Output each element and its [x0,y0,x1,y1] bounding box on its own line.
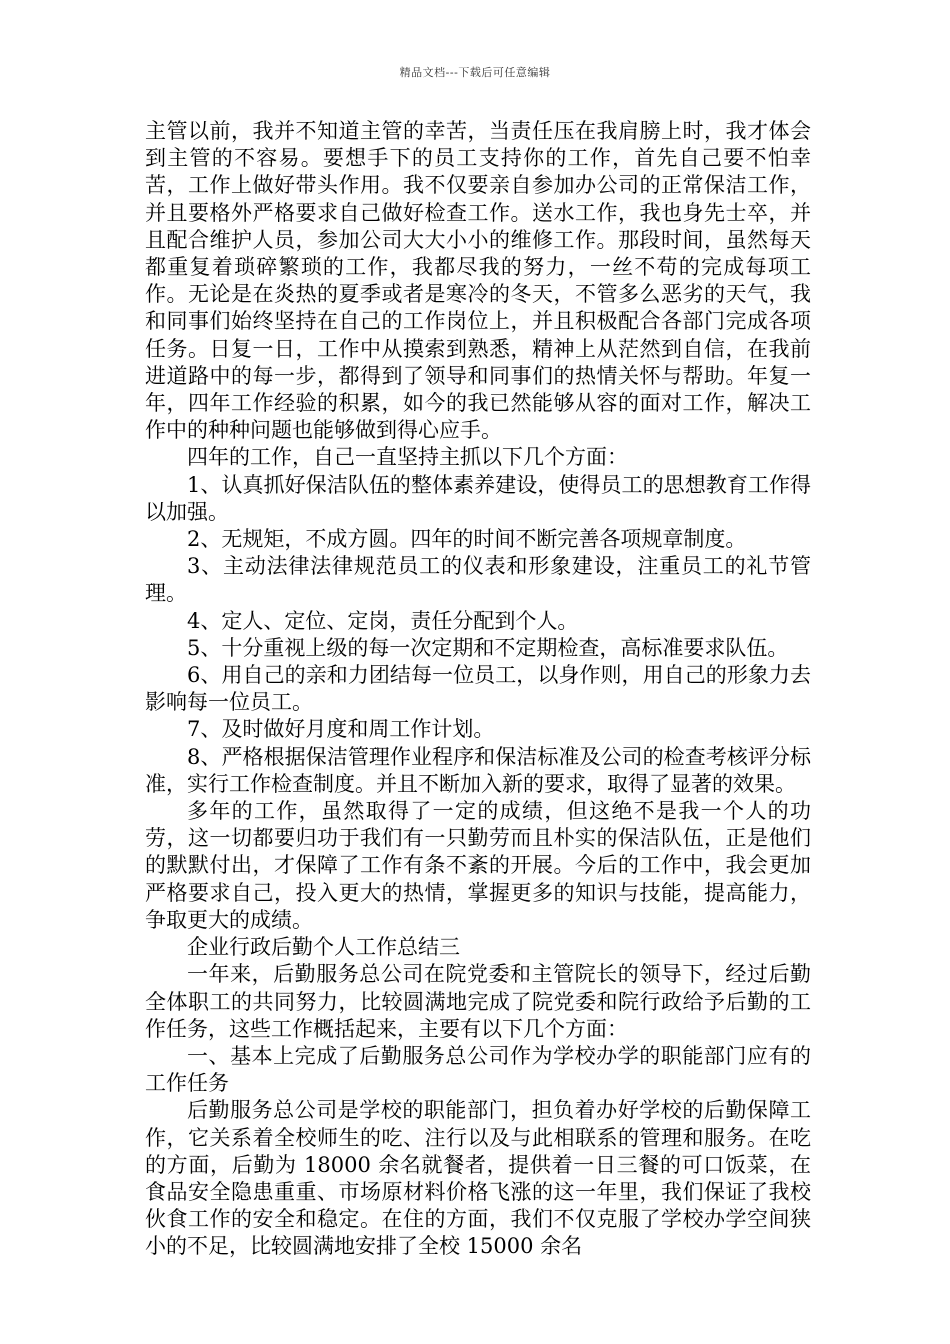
list-item: 5、十分重视上级的每一次定期和不定期检查，高标准要求队伍。 [187,635,789,660]
document-body [145,118,811,1261]
list-item: 4、定人、定位、定岗，责任分配到个人。 [187,608,579,633]
list-item: 2、无规矩，不成方圆。四年的时间不断完善各项规章制度。 [187,527,747,552]
subsection-heading: 一、基本上完成了后勤服务总公司作为学校办学的职能部门应有的工作任务 [145,1043,811,1096]
paragraph: 主管以前，我并不知道主管的幸苦，当责任压在我肩膀上时，我才体会到主管的不容易。要想手下的员工支持你的工作，首先自己要不怕幸苦，工作上做好带头作用。我不仅要亲自参加办公司的正常保洁工作，并且要格外严格要求自己做好检查工作。送水工作，我也身先士卒，并且配合维护人员，参加公司大大小小的维修工作。那段时间，虽然每天都重复着琐碎繁琐的工作，我都尽我的努力，一丝不苟的完成每项工作。无论是在炎热的夏季或者是寒冷的冬天，不管多么恶劣的天气，我和同事们始终坚持在自己的工作岗位上，并且积极配合各部门完成各项任务。日复一日，工作中从摸索到熟悉，精神上从茫然到自信，在我前进道路中的每一步，都得到了领导和同事们的热情关怀与帮助。年复一年，四年工作经验的积累，如今的我已然能够从容的面对工作，解决工作中的种种问题也能够做到得心应手。 [145,119,811,443]
paragraph: 四年的工作，自己一直坚持主抓以下几个方面： [187,445,628,470]
paragraph: 多年的工作，虽然取得了一定的成绩，但这绝不是我一个人的功劳，这一切都要归功于我们有一只勤劳而且朴实的保洁队伍，正是他们的默默付出，才保障了工作有条不紊的开展。今后的工作中，我会更加严格要求自己，投入更大的热情，掌握更多的知识与技能，提高能力，争取更大的成绩。 [145,799,811,932]
list-item: 3、主动法律法律规范员工的仪表和形象建设，注重员工的礼节管理。 [145,554,811,606]
paragraph: 一年来，后勤服务总公司在院党委和主管院长的领导下，经过后勤全体职工的共同努力，比较圆满地完成了院党委和院行政给予后勤的工作任务，这些工作概括起来，主要有以下几个方面： [145,962,811,1041]
page-header: 精品文档---下载后可任意编辑 [399,66,551,79]
paragraph: 后勤服务总公司是学校的职能部门，担负着办好学校的后勤保障工作，它关系着全校师生的吃、注行以及与此相联系的管理和服务。在吃的方面，后勤为 18000 余名就餐者，提供着一日三餐的可口饭菜，在食品安全隐患重重、市场原材料价格飞涨的这一年里，我们保证了我校伙食工作的安全和稳定。在住的方面，我们不仅克服了学校办学空间狭小的不足，比较圆满地安排了全校 15000 余名 [145,1098,811,1259]
list-item: 7、及时做好月度和周工作计划。 [187,717,495,742]
list-item: 1、认真抓好保洁队伍的整体素养建设，使得员工的思想教育工作得以加强。 [145,472,811,524]
list-item: 6、用自己的亲和力团结每一位员工，以身作则，用自己的形象力去影响每一位员工。 [145,663,811,715]
section-heading: 企业行政后勤个人工作总结三 [187,935,460,960]
list-item: 8、严格根据保洁管理作业程序和保洁标准及公司的检查考核评分标准，实行工作检查制度。并且不断加入新的要求，取得了显著的效果。 [145,744,811,796]
